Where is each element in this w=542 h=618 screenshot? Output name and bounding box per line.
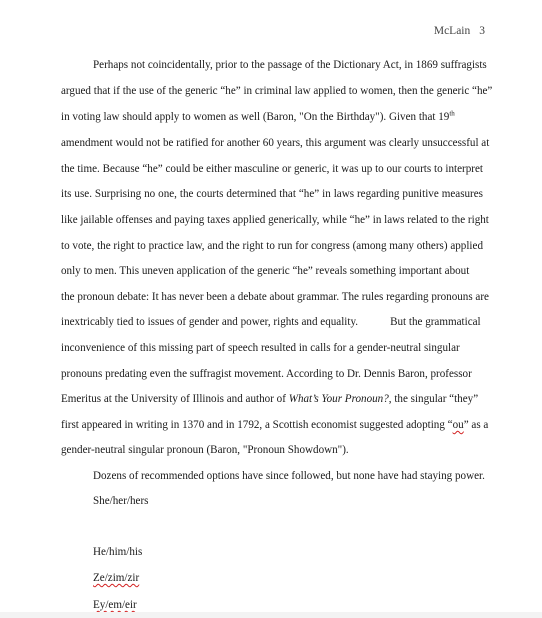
spellcheck-flagged-word[interactable]: Ey/em/eir <box>93 599 137 611</box>
paragraph-line: gender-neutral singular pronoun (Baron, "Pronoun Showdown"). <box>61 444 349 456</box>
paragraph-line: amendment would not be ratified for another 60 years, this argument was clearly unsuccessful at <box>61 137 490 149</box>
paragraph-line: Perhaps not coincidentally, prior to the passage of the Dictionary Act, in 1869 suffragists <box>93 59 487 71</box>
pronoun-list-item: He/him/his <box>93 546 143 558</box>
spellcheck-flagged-word[interactable]: ou <box>452 419 464 431</box>
paragraph-line: to vote, the right to practice law, and the right to run for congress (among many others) applied <box>61 240 483 252</box>
paragraph-line: in voting law should apply to women as well (Baron, "On the Birthday"). Given that 19th <box>61 109 455 123</box>
pronoun-list-item <box>93 598 137 612</box>
header-page-number: 3 <box>479 25 485 37</box>
paragraph-line: inextricably tied to issues of gender and power, rights and equality. But the grammatical <box>61 316 481 328</box>
paragraph-line: pronouns predating even the suffragist movement. According to Dr. Dennis Baron, professor <box>61 368 472 380</box>
paragraph-line: its use. Surprising no one, the courts determined that “he” in laws regarding punitive measures <box>61 188 483 200</box>
paragraph-line: Dozens of recommended options have since followed, but none have had staying power. <box>93 470 485 482</box>
paragraph-line: like jailable offenses and paying taxes applied generically, while “he” in laws related to the right <box>61 214 489 226</box>
paragraph-line: the pronoun debate: It has never been a debate about grammar. The rules regarding pronouns are <box>61 291 489 303</box>
header-author: McLain <box>433 25 471 37</box>
paragraph-line: the time. Because “he” could be either masculine or generic, it was up to our courts to interpret <box>61 163 483 175</box>
paragraph-line: Emeritus at the University of Illinois and author of What’s Your Pronoun?, the singular “they” <box>61 393 479 405</box>
paragraph-line: inconvenience of this missing part of speech resulted in calls for a gender-neutral singular <box>61 342 460 354</box>
paragraph-line: argued that if the use of the generic “he” in criminal law applied to women, then the generic “he” <box>61 85 493 97</box>
pronoun-list-item <box>93 571 139 585</box>
paragraph-line: only to men. This uneven application of the generic “he” reveals something important about <box>61 265 470 277</box>
page-bottom-edge <box>0 612 542 618</box>
paragraph-line: first appeared in writing in 1370 and in 1792, a Scottish economist suggested adopting “ou” as a <box>61 419 489 431</box>
spellcheck-flagged-word[interactable]: Ze/zim/zir <box>93 572 140 584</box>
book-title: What’s Your Pronoun? <box>288 393 389 405</box>
running-header <box>434 25 485 37</box>
pronoun-list-item: She/her/hers <box>93 495 149 507</box>
